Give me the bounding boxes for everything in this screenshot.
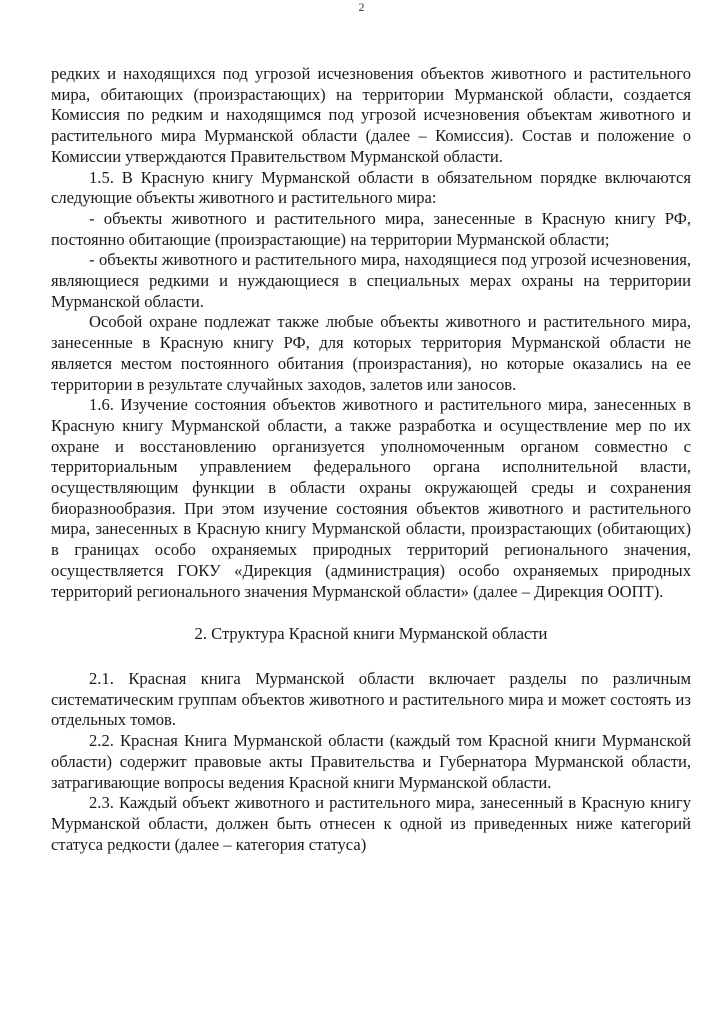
paragraph-1-6: 1.6. Изучение состояния объектов животного и растительного мира, занесенных в Красную книгу Мурманской области, а также разработка и осуществление мер по их охране и восстановлению организуется уполномоченным органом совместно с территориальным управлением федерального органа исполнительной власти, осуществляющим функции в области охраны окружающей среды и сохранения биоразнообразия. При этом изучение состояния объектов животного и растительного мира, занесенных в Красную книгу Мурманской области, произрастающих (обитающих) в границах особо охраняемых природных территорий регионального значения, осуществляется ГОКУ «Дирекция (администрация) особо охраняемых природных территорий регионального значения Мурманской области» (далее – Дирекция ООПТ). [51, 395, 691, 601]
list-item: - объекты животного и растительного мира, находящиеся под угрозой исчезновения, являющиеся редкими и нуждающиеся в специальных мерах охраны на территории Мурманской области. [51, 250, 691, 311]
list-item: - объекты животного и растительного мира, занесенные в Красную книгу РФ, постоянно обитающие (произрастающие) на территории Мурманской области; [51, 208, 691, 249]
page-number: 2 [358, 0, 365, 14]
paragraph-2-2: 2.2. Красная Книга Мурманской области (каждый том Красной книги Мурманской области) содержит правовые акты Правительства и Губернатора Мурманской области, затрагивающие вопросы ведения Красной книги Мурманской области. [51, 731, 691, 792]
document-body [51, 64, 691, 855]
paragraph-special-protection: Особой охране подлежат также любые объекты животного и растительного мира, занесенные в Красную книгу РФ, для которых территория Мурманской области не является местом постоянного обитания (произрастания), но которые оказались на ее территории в результате случайных заходов, залетов или заносов. [51, 312, 691, 394]
paragraph-1-5: 1.5. В Красную книгу Мурманской области в обязательном порядке включаются следующие объекты животного и растительного мира: [51, 167, 691, 208]
paragraph-2-3: 2.3. Каждый объект животного и растительного мира, занесенный в Красную книгу Мурманской области, должен быть отнесен к одной из приведенных ниже категорий статуса редкости (далее – категория статуса) [51, 793, 691, 854]
section-heading: 2. Структура Красной книги Мурманской области [194, 624, 548, 644]
paragraph-2-1: 2.1. Красная книга Мурманской области включает разделы по различным систематическим группам объектов животного и растительного мира и может состоять из отдельных томов. [51, 668, 691, 730]
paragraph-continuation: редких и находящихся под угрозой исчезновения объектов животного и растительного мира, обитающих (произрастающих) на территории Мурманской области, создается Комиссия по редким и находящимся под угрозой исчезновения объектам животного и растительного мира Мурманской области (далее – Комиссия). Состав и положение о Комиссии утверждаются Правительством Мурманской области. [51, 64, 691, 166]
